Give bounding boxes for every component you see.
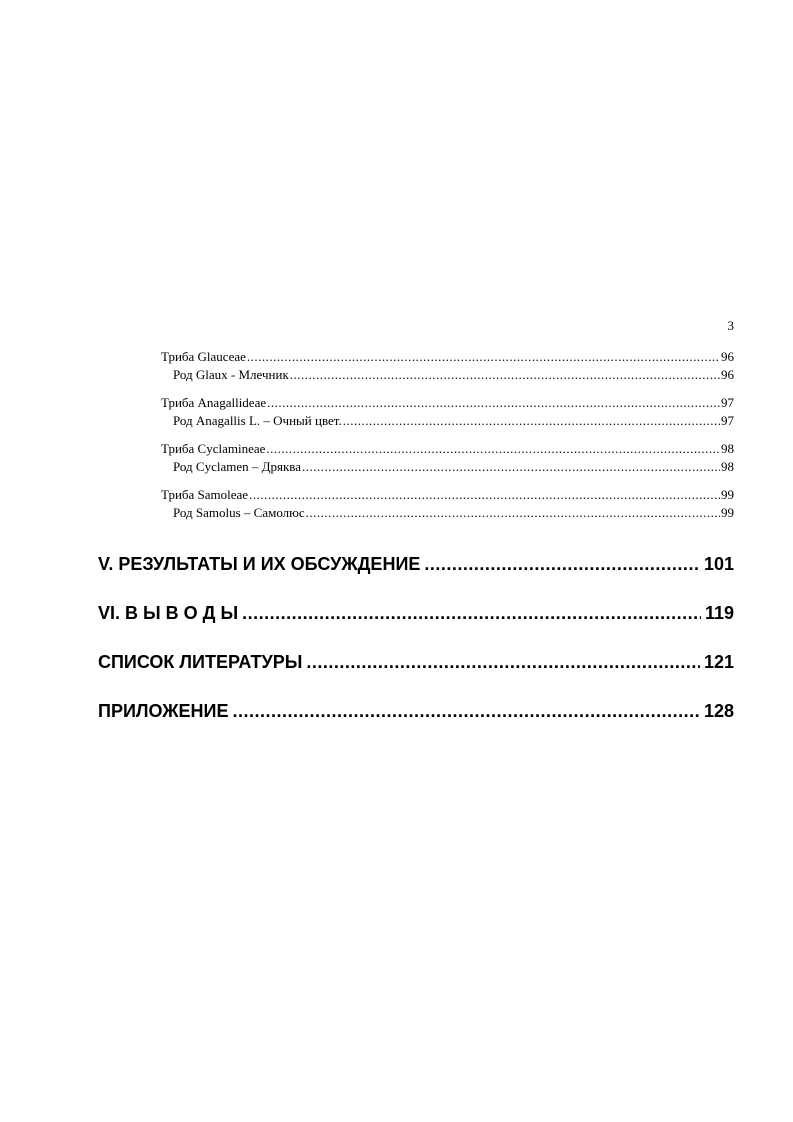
- toc-entry-page: 98: [721, 459, 734, 474]
- toc-chapter-label: СПИСОК ЛИТЕРАТУРЫ: [98, 652, 303, 672]
- toc-entry-page: 99: [721, 487, 734, 502]
- toc-entry-label: Род Samolus – Самолюс: [173, 505, 305, 520]
- toc-group-samoleae: [161, 486, 734, 522]
- toc-entry-label: Триба Glauceae: [161, 349, 246, 364]
- toc-entry-label: Род Glaux - Млечник: [173, 367, 289, 382]
- toc-entry-genus[interactable]: [161, 504, 734, 522]
- toc-entry-label: Триба Anagallideae: [161, 395, 267, 410]
- toc-entry-genus[interactable]: [161, 458, 734, 476]
- toc-entry-tribe[interactable]: [161, 440, 734, 458]
- page-number: 3: [727, 318, 734, 333]
- toc-entry-label: Триба Cyclamineae: [161, 441, 266, 456]
- toc-entry-genus[interactable]: [161, 412, 734, 430]
- dot-leader: [424, 549, 700, 579]
- toc-entry-tribe[interactable]: [161, 394, 734, 412]
- toc-chapter-page: 101: [703, 554, 734, 574]
- toc-chapter-page: 121: [703, 652, 734, 672]
- dot-leader: [343, 412, 720, 430]
- toc-entry-label: Триба Samoleae: [161, 487, 249, 502]
- toc-chapter-page: 119: [704, 603, 734, 623]
- toc-group-cyclamineae: [161, 440, 734, 476]
- dot-leader: [242, 598, 701, 628]
- dot-leader: [302, 458, 720, 476]
- dot-leader: [247, 348, 720, 366]
- dot-leader: [306, 647, 700, 677]
- toc-entry-label: Род Anagallis L. – Очный цвет.: [173, 413, 342, 428]
- toc-chapter-results[interactable]: [98, 549, 734, 598]
- toc-entry-tribe[interactable]: [161, 486, 734, 504]
- toc-chapter-references[interactable]: [98, 647, 734, 696]
- toc-group-anagallideae: [161, 394, 734, 430]
- dot-leader: [290, 366, 720, 384]
- toc-chapters: [98, 549, 734, 745]
- dot-leader: [267, 394, 720, 412]
- toc-entry-label: Род Cyclamen – Дряква: [173, 459, 302, 474]
- dot-leader: [266, 440, 720, 458]
- toc-chapter-page: 128: [703, 701, 734, 721]
- toc-entry-page: 96: [721, 367, 734, 382]
- toc-subsections: [161, 348, 734, 532]
- toc-entry-page: 99: [721, 505, 734, 520]
- toc-chapter-appendix[interactable]: [98, 696, 734, 745]
- toc-chapter-label: V. РЕЗУЛЬТАТЫ И ИХ ОБСУЖДЕНИЕ: [98, 554, 421, 574]
- toc-entry-page: 97: [721, 413, 734, 428]
- toc-entry-genus[interactable]: [161, 366, 734, 384]
- toc-chapter-conclusions[interactable]: [98, 598, 734, 647]
- toc-entry-page: 96: [721, 349, 734, 364]
- toc-chapter-label: VI. В Ы В О Д Ы: [98, 603, 239, 623]
- dot-leader: [233, 696, 700, 726]
- toc-entry-page: 97: [721, 395, 734, 410]
- toc-group-glauceae: [161, 348, 734, 384]
- dot-leader: [249, 486, 720, 504]
- toc-entry-page: 98: [721, 441, 734, 456]
- toc-chapter-label: ПРИЛОЖЕНИЕ: [98, 701, 229, 721]
- dot-leader: [306, 504, 720, 522]
- toc-entry-tribe[interactable]: [161, 348, 734, 366]
